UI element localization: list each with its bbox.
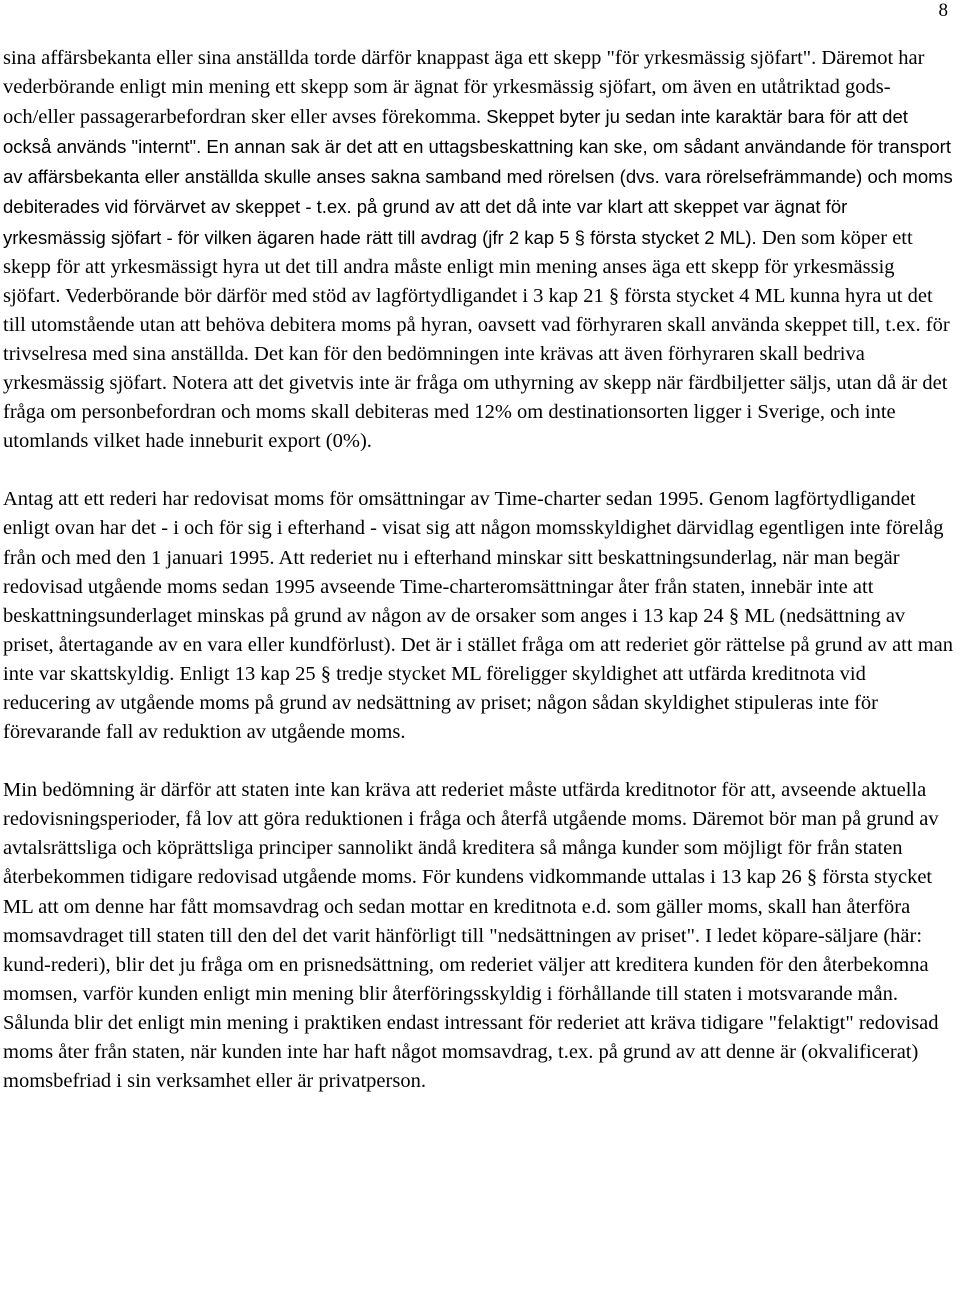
paragraph (3, 44, 953, 456)
paragraph-text: sina affärsbekanta eller sina anställda torde därför knappast äga ett skepp "för yrkesmässig sjöfart". Däremot har vederbörande enligt min mening ett skepp som är ägnat för yrkesmässig sjöfart, om även en utåtriktad gods- och/eller passagerarbefordran sker eller avses förekomma. (3, 47, 925, 129)
paragraph-text-sans: Skeppet byter ju sedan inte karaktär bara för att det också används "internt". En annan sak är det att en uttagsbeskattning kan ske, om sådant användande för transport av affärsbekanta eller anställda skulle anses sakna samband med rörelsen (dvs. vara rörelsefrämmande) och moms debiterades vid förvärvet av skeppet - t.ex. på grund av att det då inte var klart att skeppet var ägnat för yrkesmässig sjöfart - för vilken ägaren hade rätt till avdrag (jfr 2 kap 5 § första stycket 2 ML). (3, 106, 953, 248)
paragraph-text: Antag att ett rederi har redovisat moms för omsättningar av Time-charter sedan 1995. Genom lagförtydligandet enligt ovan har det - i och för sig i efterhand - visat sig att någon momsskyldighet därvidlag egentligen inte förelåg från och med den 1 januari 1995. Att rederiet nu i efterhand minskar sitt beskattningsunderlag, när man begär redovisad utgående moms sedan 1995 avseende Time-charteromsättningar åter från staten, innebär inte att beskattningsunderlaget minskas på grund av någon av de orsaker som anges i 13 kap 24 § ML (nedsättning av priset, återtagande av en vara eller kundförlust). Det är i stället fråga om att rederiet gör rättelse på grund av att man inte var skattskyldig. Enligt 13 kap 25 § tredje stycket ML föreligger skyldighet att utfärda kreditnota vid reducering av utgående moms på grund av nedsättning av priset; någon sådan skyldighet stipuleras inte för förevarande fall av reduktion av utgående moms. (3, 488, 953, 744)
paragraph (3, 485, 953, 747)
paragraph (3, 776, 953, 1096)
page-number: 8 (938, 0, 948, 21)
paragraph-text: Min bedömning är därför att staten inte kan kräva att rederiet måste utfärda kreditnotor för att, avseende aktuella redovisningsperioder, få lov att göra reduktionen i fråga och återfå utgående moms. Däremot bör man på grund av avtalsrättsliga och köprättsliga principer sannolikt ändå kreditera så många kunder som möjligt för från staten återbekommen tidigare redovisad utgående moms. För kundens vidkommande uttalas i 13 kap 26 § första stycket ML att om denne har fått momsavdrag och sedan mottar en kreditnota e.d. som gäller moms, skall han återföra momsavdraget till staten till den del det varit hänförligt till "nedsättningen av priset". I ledet köpare-säljare (här: kund-rederi), blir det ju fråga om en prisnedsättning, om rederiet väljer att kreditera kunden för den återbekomna momsen, varför kunden enligt min mening blir återföringsskyldig i förhållande till staten i motsvarande mån. Sålunda blir det enligt min mening i praktiken endast intressant för rederiet att kräva tidigare "felaktigt" redovisad moms åter från staten, när kunden inte har haft något momsavdrag, t.ex. på grund av att denne är (okvalificerat) momsbefriad i sin verksamhet eller är privatperson. (3, 779, 939, 1093)
document-body (3, 44, 953, 1096)
paragraph-text: Den som köper ett skepp för att yrkesmässigt hyra ut det till andra måste enligt min mening anses äga ett skepp för yrkesmässig sjöfart. Vederbörande bör därför med stöd av lagförtydligandet i 3 kap 21 § första stycket 4 ML kunna hyra ut det till utomstående utan att behöva debitera moms på hyran, oavsett vad förhyraren skall använda skeppet till, t.ex. för trivselresa med sina anställda. Det kan för den bedömningen inte krävas att även förhyraren skall bedriva yrkesmässig sjöfart. Notera att det givetvis inte är fråga om uthyrning av skepp när färdbiljetter säljs, utan då är det fråga om personbefordran och moms skall debiteras med 12% om destinationsorten ligger i Sverige, och inte utomlands vilket hade inneburit export (0%). (3, 226, 950, 453)
